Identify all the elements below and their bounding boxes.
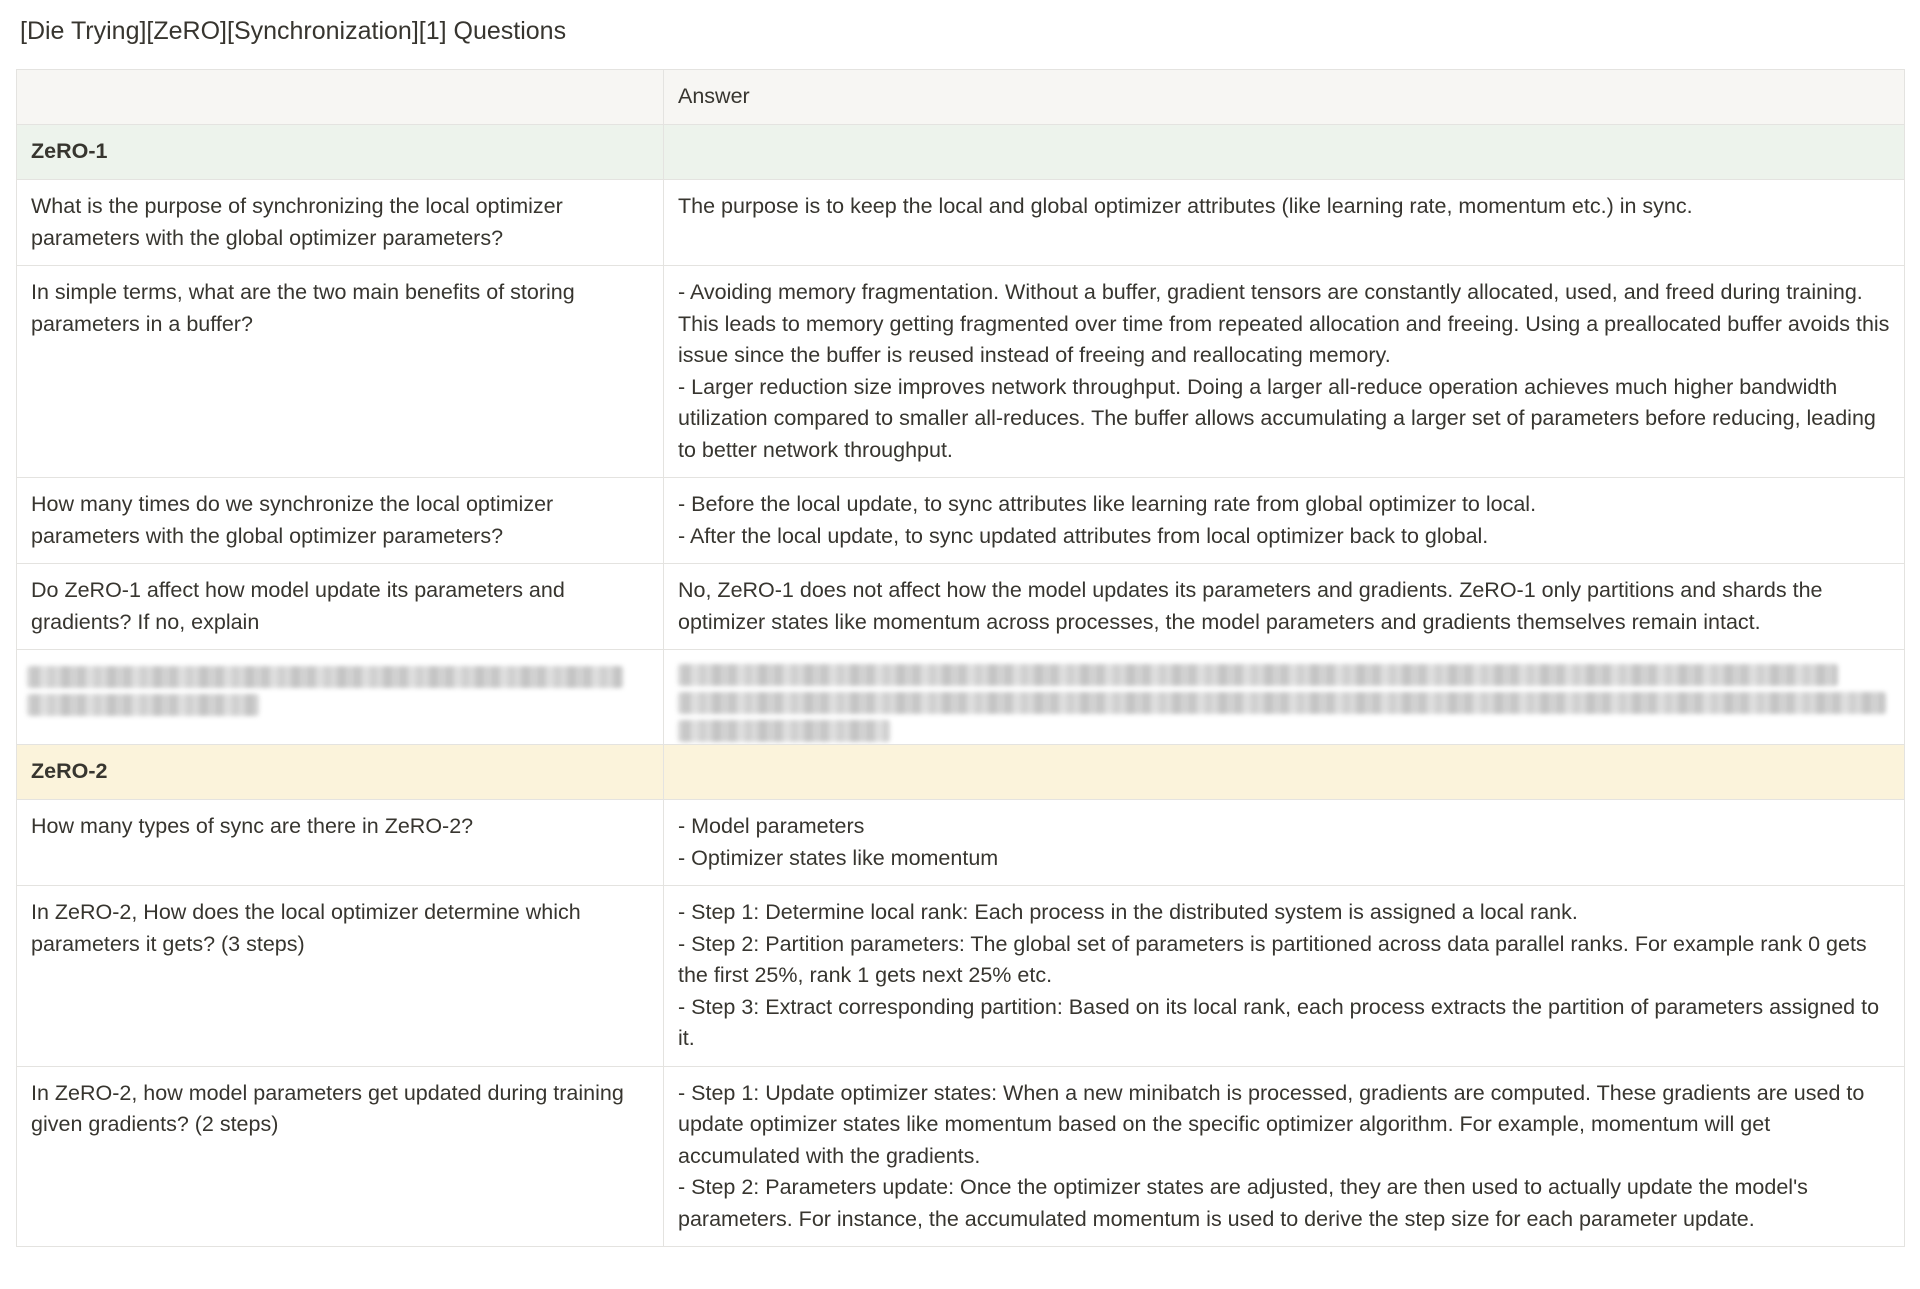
answer-line: - Before the local update, to sync attributes like learning rate from global optimizer to local.: [678, 492, 1537, 516]
section-title-zero2[interactable]: ZeRO-2: [17, 745, 664, 800]
table-header-row: [17, 70, 1905, 125]
section-row-zero2: [17, 745, 1905, 800]
redacted-text-block: [27, 666, 623, 688]
table-row: [17, 1066, 1905, 1247]
answer-line: - Avoiding memory fragmentation. Without a buffer, gradient tensors are constantly allocated, used, and freed during training. This leads to memory getting fragmented over time from repeated allocation and freeing. Using a preallocated buffer avoids this issue since the buffer is reused instead of freeing and reallocating memory.: [678, 280, 1890, 367]
answer-line: - Step 2: Parameters update: Once the optimizer states are adjusted, they are then used to actually update the model's parameters. For instance, the accumulated momentum is used to derive the step size for each parameter update.: [678, 1175, 1808, 1231]
question-cell[interactable]: What is the purpose of synchronizing the local optimizer parameters with the global optimizer parameters?: [17, 180, 664, 266]
question-cell[interactable]: Do ZeRO-1 affect how model update its parameters and gradients? If no, explain: [17, 564, 664, 650]
answer-line: No, ZeRO-1 does not affect how the model updates its parameters and gradients. ZeRO-1 only partitions and shards the optimizer states like momentum across processes, the model parameters and gradients themselves remain intact.: [678, 578, 1823, 634]
question-cell[interactable]: How many types of sync are there in ZeRO-2?: [17, 800, 664, 886]
answer-cell[interactable]: [664, 800, 1905, 886]
section-title-zero1[interactable]: ZeRO-1: [17, 125, 664, 180]
section-empty-cell[interactable]: [664, 125, 1905, 180]
answer-line: - Model parameters: [678, 814, 865, 838]
question-column-header[interactable]: [17, 70, 664, 125]
table-row: [17, 800, 1905, 886]
question-cell[interactable]: In ZeRO-2, How does the local optimizer determine which parameters it gets? (3 steps): [17, 886, 664, 1067]
section-row-zero1: [17, 125, 1905, 180]
table-row: [17, 564, 1905, 650]
answer-line: - Step 3: Extract corresponding partition: Based on its local rank, each process extracts the partition of parameters assigned to it.: [678, 994, 1880, 1050]
page-title: [Die Trying][ZeRO][Synchronization][1] Questions: [20, 17, 567, 45]
answer-column-header[interactable]: Answer: [664, 70, 1905, 125]
redacted-question-cell[interactable]: [17, 650, 664, 745]
qa-table: [16, 69, 1905, 1247]
question-cell[interactable]: In simple terms, what are the two main benefits of storing parameters in a buffer?: [17, 266, 664, 478]
answer-line: - Step 2: Partition parameters: The global set of parameters is partitioned across data parallel ranks. For example rank 0 gets the first 25%, rank 1 gets next 25% etc.: [678, 931, 1867, 987]
answer-cell[interactable]: [664, 886, 1905, 1067]
redacted-text-block: [678, 720, 890, 742]
redacted-text-block: [27, 694, 259, 716]
table-row: [17, 180, 1905, 266]
redacted-text-block: [678, 664, 1838, 686]
answer-line: The purpose is to keep the local and global optimizer attributes (like learning rate, momentum etc.) in sync.: [678, 194, 1693, 218]
answer-cell[interactable]: [664, 478, 1905, 564]
answer-line: - Larger reduction size improves network throughput. Doing a larger all-reduce operation achieves much higher bandwidth utilization compared to smaller all-reduces. The buffer allows accumulating a larger set of parameters before reducing, leading to better network throughput.: [678, 374, 1876, 462]
answer-line: - Step 1: Determine local rank: Each process in the distributed system is assigned a local rank.: [678, 900, 1578, 924]
answer-line: - Optimizer states like momentum: [678, 845, 999, 870]
answer-line: - Step 1: Update optimizer states: When a new minibatch is processed, gradients are computed. These gradients are used to update optimizer states like momentum based on the specific optimizer algorithm. For example, momentum will get accumulated with the gradients.: [678, 1080, 1865, 1168]
redacted-row: [17, 650, 1905, 745]
answer-cell[interactable]: [664, 564, 1905, 650]
answer-line: - After the local update, to sync updated attributes from local optimizer back to global.: [678, 523, 1489, 548]
answer-cell[interactable]: [664, 1066, 1905, 1247]
question-cell[interactable]: How many times do we synchronize the local optimizer parameters with the global optimizer parameters?: [17, 478, 664, 564]
table-row: [17, 886, 1905, 1067]
table-row: [17, 478, 1905, 564]
redacted-answer-cell[interactable]: [664, 650, 1905, 745]
answer-cell[interactable]: [664, 180, 1905, 266]
answer-cell[interactable]: [664, 266, 1905, 478]
question-cell[interactable]: In ZeRO-2, how model parameters get updated during training given gradients? (2 steps): [17, 1066, 664, 1247]
table-row: [17, 266, 1905, 478]
section-empty-cell[interactable]: [664, 745, 1905, 800]
redacted-text-block: [678, 692, 1886, 714]
